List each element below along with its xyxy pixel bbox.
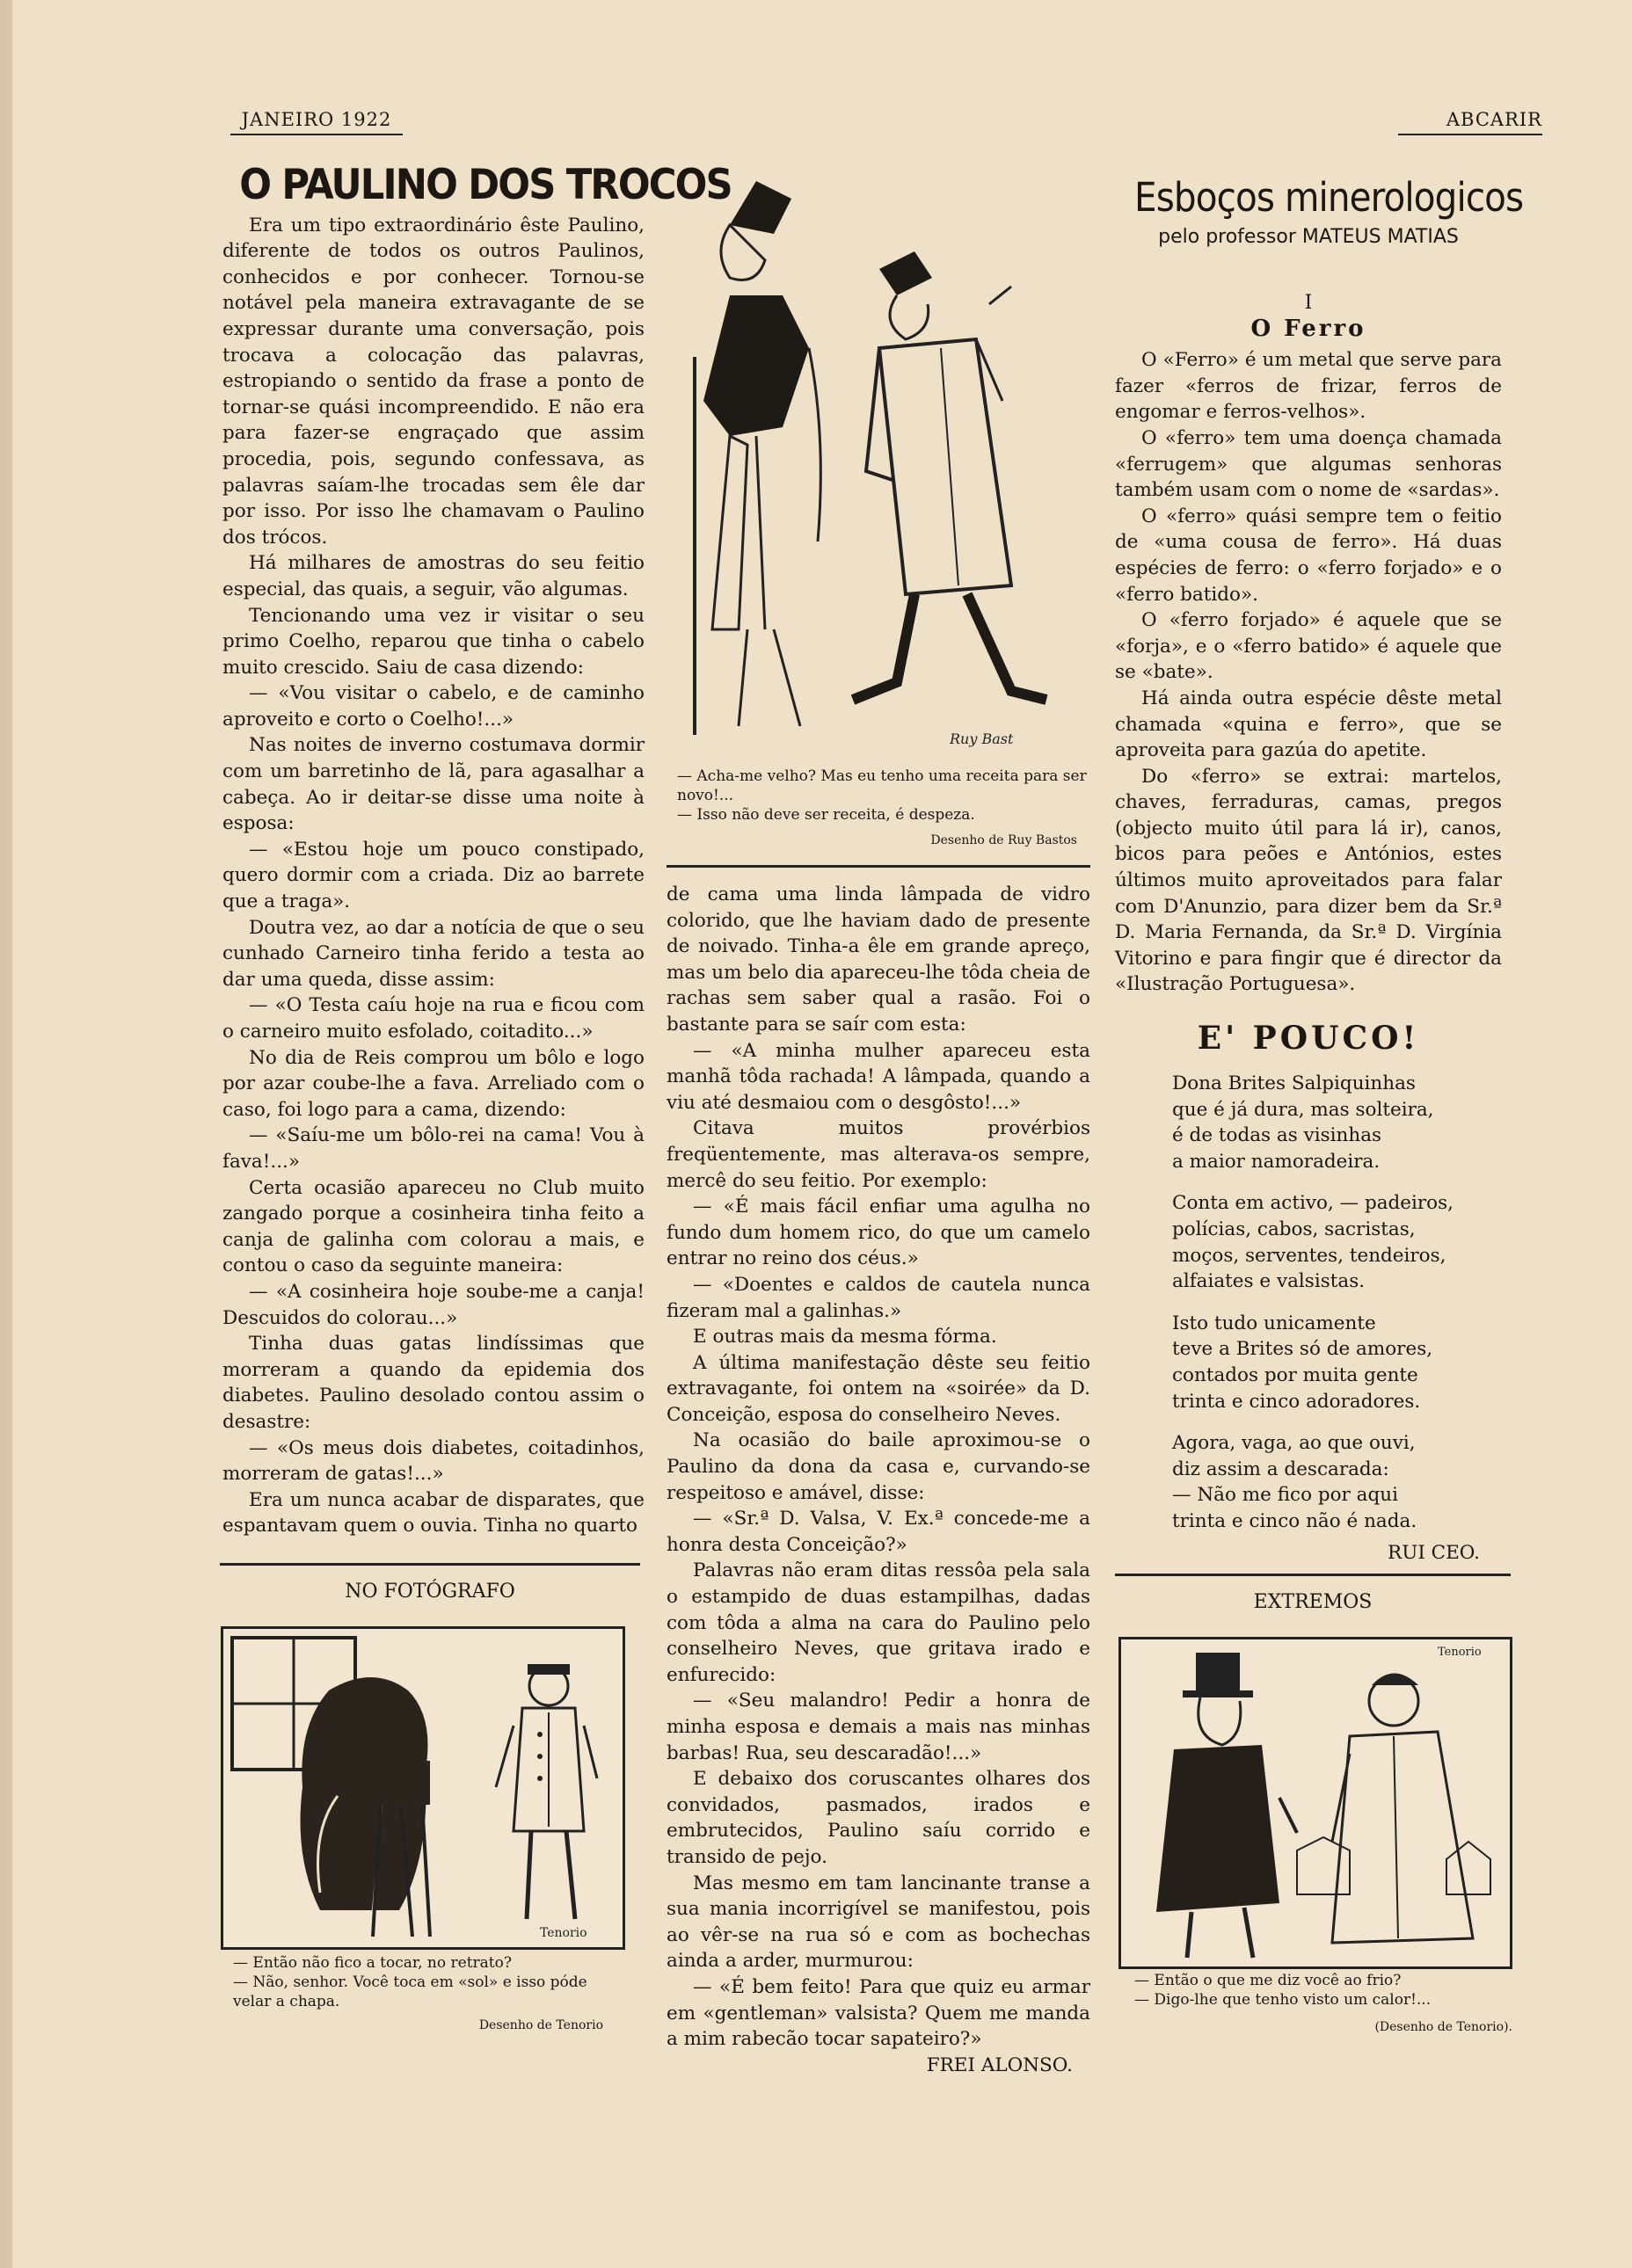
paragraph: — «A cosinheira hoje soube-me a canja! Descuidos do colorau...»: [222, 1280, 645, 1329]
photographer-illustration: [223, 1629, 623, 1947]
artist-signature: Tenorio: [1438, 1646, 1482, 1659]
paragraph: — «Estou hoje um pouco constipado, quero dormir com a criada. Diz ao barrete que a traga».: [222, 838, 645, 913]
poem-line: Agora, vaga, ao que ouvi,: [1172, 1432, 1416, 1455]
paragraph: de cama uma linda lâmpada de vidro colorido, que lhe haviam dado de presente de noivado. Tinha-a êle em grande apreço, mas um belo dia apareceu-lhe tôda cheia de rachas sem saber qual a rasão. Foi o bastante para se saír com esta:: [667, 883, 1090, 1036]
left-article: [222, 161, 732, 1539]
top-cartoon-credit: Desenho de Ruy Bastos: [930, 833, 1077, 847]
paragraph: — «Doentes e caldos de cautela nunca fizeram mal a galinhas.»: [667, 1273, 1090, 1322]
paragraph: Nas noites de inverno costumava dormir com um barretinho de lã, para agasalhar a cabeça. Ao ir deitar-se disse uma noite à esposa:: [222, 734, 645, 835]
paragraph: Citava muitos provérbios freqüentemente, mas alterava-os sempre, mercê do seu feitio. Por exemplo:: [667, 1117, 1090, 1192]
photographer-cartoon-heading: NO FOTÓGRAFO: [345, 1581, 515, 1603]
poem-line: que é já dura, mas solteira,: [1172, 1098, 1434, 1121]
header-publication: ABCARIR: [1398, 109, 1542, 135]
right-article-subtitle: pelo professor MATEUS MATIAS: [1158, 226, 1459, 248]
poem-line: — Não me fico por aqui: [1172, 1484, 1398, 1507]
paragraph: — «É bem feito! Para que quiz eu armar em «gentleman» valsista? Quem me manda a mim rabecão tocar sapateiro?»: [667, 1975, 1090, 2051]
paragraph: Era um nunca acabar de disparates, que espantavam quem o ouvia. Tinha no quarto: [222, 1488, 645, 1537]
paragraph: O «ferro forjado» é aquele que se «forja», e o «ferro batido» é aquele que se «bate».: [1115, 609, 1502, 684]
paragraph: E outras mais da mesma fórma.: [693, 1326, 997, 1348]
paragraph: — «Sr.ª D. Valsa, V. Ex.ª concede-me a honra desta Conceição?»: [667, 1508, 1090, 1556]
extremos-cartoon-credit: (Desenho de Tenorio).: [1374, 2020, 1512, 2034]
poem-line: teve a Brites só de amores,: [1172, 1338, 1433, 1361]
section-number: I: [1304, 292, 1313, 314]
photographer-cartoon-image: [221, 1626, 625, 1950]
page-edge: [0, 0, 12, 2268]
poem-line: diz assim a descarada:: [1172, 1457, 1389, 1480]
paragraph: Tinha duas gatas lindíssimas que morreram a quando da epidemia dos diabetes. Paulino desolado contou assim o desastre:: [222, 1333, 645, 1433]
middle-article-signature: FREI ALONSO.: [926, 2054, 1073, 2076]
header-date: JANEIRO 1922: [230, 109, 403, 135]
divider: [667, 865, 1090, 868]
extremos-cartoon-heading: EXTREMOS: [1253, 1591, 1373, 1613]
poem-line: Isto tudo unicamente: [1172, 1312, 1376, 1334]
middle-article: [667, 882, 1090, 2078]
paragraph: — «O Testa caíu hoje na rua e ficou com o carneiro muito esfolado, coitadito...»: [222, 994, 645, 1043]
left-article-title: O PAULINO DOS TROCOS: [239, 161, 732, 209]
caption-line: — Isso não deve ser receita, é despeza.: [677, 806, 975, 824]
photographer-cartoon-caption: [233, 1953, 620, 2011]
poem-line: é de todas as visinhas: [1172, 1124, 1382, 1147]
poem-stanza: [1172, 1311, 1524, 1414]
caption-line: — Então não fico a tocar, no retrato?: [233, 1954, 512, 1972]
paragraph: E debaixo dos coruscantes olhares dos convidados, pasmados, irados e embrutecidos, Paulino saíu corrido e transido de pejo.: [667, 1768, 1090, 1868]
couple-illustration: [677, 172, 1090, 761]
paragraph: Palavras não eram ditas ressôa pela sala o estampido de duas estampilhas, dadas com tôda a alma na cara do Paulino pelo conselheiro Neves, que gritava irado e enfurecido:: [667, 1559, 1090, 1686]
poem-line: trinta e cinco adoradores.: [1172, 1390, 1421, 1413]
right-article-header: [1115, 174, 1524, 248]
poem-stanza: [1172, 1190, 1524, 1294]
poem: [1172, 1071, 1524, 1566]
paragraph: Era um tipo extraordinário êste Paulino, diferente de todos os outros Paulinos, conhecidos e por conhecer. Tornou-se notável pela maneira extravagante de se expressar durante uma conversação, pois trocava a colocação das palavras, estropiando o sentido da frase a ponto de tornar-se quási incompreendido. E não era para fazer-se engraçado que assim procedia, pois, segundo confessava, as palavras saíam-lhe trocadas sem êle dar por isso. Por isso lhe chamavam o Paulino dos trócos.: [222, 214, 645, 549]
paragraph: No dia de Reis comprou um bôlo e logo por azar coube-lhe a fava. Arreliado com o caso, foi logo para a cama, dizendo:: [222, 1046, 645, 1121]
artist-signature: Tenorio: [540, 1926, 587, 1940]
paragraph: O «ferro» tem uma doença chamada «ferrugem» que algumas senhoras também usam com o nome de «sardas».: [1115, 426, 1502, 502]
poem-stanza: [1172, 1071, 1524, 1174]
photographer-cartoon-credit: Desenho de Tenorio: [478, 2018, 603, 2032]
right-article: [1115, 290, 1502, 998]
section-title: O Ferro: [1250, 315, 1366, 342]
paragraph: — «Os meus dois diabetes, coitadinhos, morreram de gatas!...»: [222, 1436, 645, 1486]
paragraph: Tencionando uma vez ir visitar o seu primo Coelho, reparou que tinha o cabelo muito crescido. Saiu de casa dizendo:: [222, 604, 645, 679]
caption-line: — Acha-me velho? Mas eu tenho uma receita para ser novo!...: [677, 767, 1087, 804]
paragraph: Há ainda outra espécie dêste metal chamada «quina e ferro», que se aproveita para gazúa do apetite.: [1115, 687, 1502, 762]
divider: [1115, 1574, 1511, 1576]
poem-signature: RUI CEO.: [1388, 1541, 1480, 1564]
poem-title: E' POUCO!: [1197, 1020, 1420, 1057]
artist-signature: Ruy Bast: [950, 731, 1014, 747]
divider: [220, 1563, 640, 1566]
paragraph: — «Vou visitar o cabelo, e de caminho aproveito e corto o Coelho!...»: [222, 682, 645, 731]
paragraph: — «A minha mulher apareceu esta manhã tôda rachada! A lâmpada, quando a viu até desmaiou com o desgôsto!...»: [667, 1039, 1090, 1114]
poem-line: Dona Brites Salpiquinhas: [1172, 1072, 1416, 1094]
paragraph: — «É mais fácil enfiar uma agulha no fundo dum homem rico, do que um camelo entrar no reino dos céus.»: [667, 1196, 1090, 1270]
paragraph: Na ocasião do baile aproximou-se o Paulino da dona da casa e, curvando-se respeitoso e amável, disse:: [667, 1429, 1090, 1504]
right-article-title: Esboços minerologicos: [1134, 174, 1524, 221]
extremos-cartoon-image: [1118, 1637, 1512, 1969]
poem-line: contados por muita gente: [1172, 1363, 1418, 1386]
caption-line: — Então o que me diz você ao frio?: [1134, 1972, 1402, 1989]
paragraph: — «Saíu-me um bôlo-rei na cama! Vou à fava!...»: [222, 1124, 645, 1173]
poem-stanza: [1172, 1430, 1524, 1534]
extremos-cartoon-caption: [1134, 1971, 1504, 2010]
paragraph: — «Seu malandro! Pedir a honra de minha esposa e demais a mais nas minhas barbas! Rua, seu descaradão!...»: [667, 1690, 1090, 1764]
caption-line: — Digo-lhe que tenho visto um calor!...: [1134, 1991, 1432, 2009]
paragraph: Há milhares de amostras do seu feitio especial, das quais, a seguir, vão algumas.: [222, 552, 645, 600]
top-cartoon-caption: [677, 767, 1090, 825]
poem-line: alfaiates e valsistas.: [1172, 1270, 1366, 1293]
paragraph: Doutra vez, ao dar a notícia de que o seu cunhado Carneiro tinha ferido a testa ao dar uma queda, disse assim:: [222, 916, 645, 991]
paragraph: O «Ferro» é um metal que serve para fazer «ferros de frizar, ferros de engomar e ferros-velhos».: [1115, 349, 1502, 424]
paragraph: Certa ocasião apareceu no Club muito zangado porque a cosinheira tinha feito a canja de galinha com colorau a mais, e contou o caso da seguinte maneira:: [222, 1176, 645, 1277]
paragraph: Do «ferro» se extrai: martelos, chaves, ferraduras, camas, pregos (objecto muito útil para lá ir), canos, bicos para peões e Antónios, estes últimos muito aproveitados para falar com D'Anunzio, para dizer bem da Sr.ª D. Maria Fernanda, da Sr.ª D. Virgínia Vitorino e para fingir que é director da «Ilustração Portuguesa».: [1115, 765, 1502, 996]
paragraph: Mas mesmo em tam lancinante transe a sua mania incorrigível se manifestou, pois ao vêr-se na rua só e com as bochechas ainda a arder, murmurou:: [667, 1872, 1090, 1973]
poem-line: trinta e cinco não é nada.: [1172, 1509, 1417, 1532]
poem-line: polícias, cabos, sacristas,: [1172, 1218, 1416, 1240]
paragraph: A última manifestação dêste seu feitio extravagante, foi ontem na «soirée» da D. Conceição, esposa do conselheiro Neves.: [667, 1351, 1090, 1426]
poem-line: a maior namoradeira.: [1172, 1150, 1381, 1173]
top-cartoon-image: [677, 172, 1090, 761]
poem-line: moços, serventes, tendeiros,: [1172, 1244, 1446, 1267]
caption-line: — Não, senhor. Você toca em «sol» e isso póde velar a chapa.: [233, 1974, 587, 2010]
extremos-illustration: [1121, 1639, 1510, 1966]
poem-line: Conta em activo, — padeiros,: [1172, 1192, 1454, 1215]
paragraph: O «ferro» quási sempre tem o feitio de «uma cousa de ferro». Há duas espécies de ferro: o «ferro forjado» e o «ferro batido».: [1115, 505, 1502, 606]
